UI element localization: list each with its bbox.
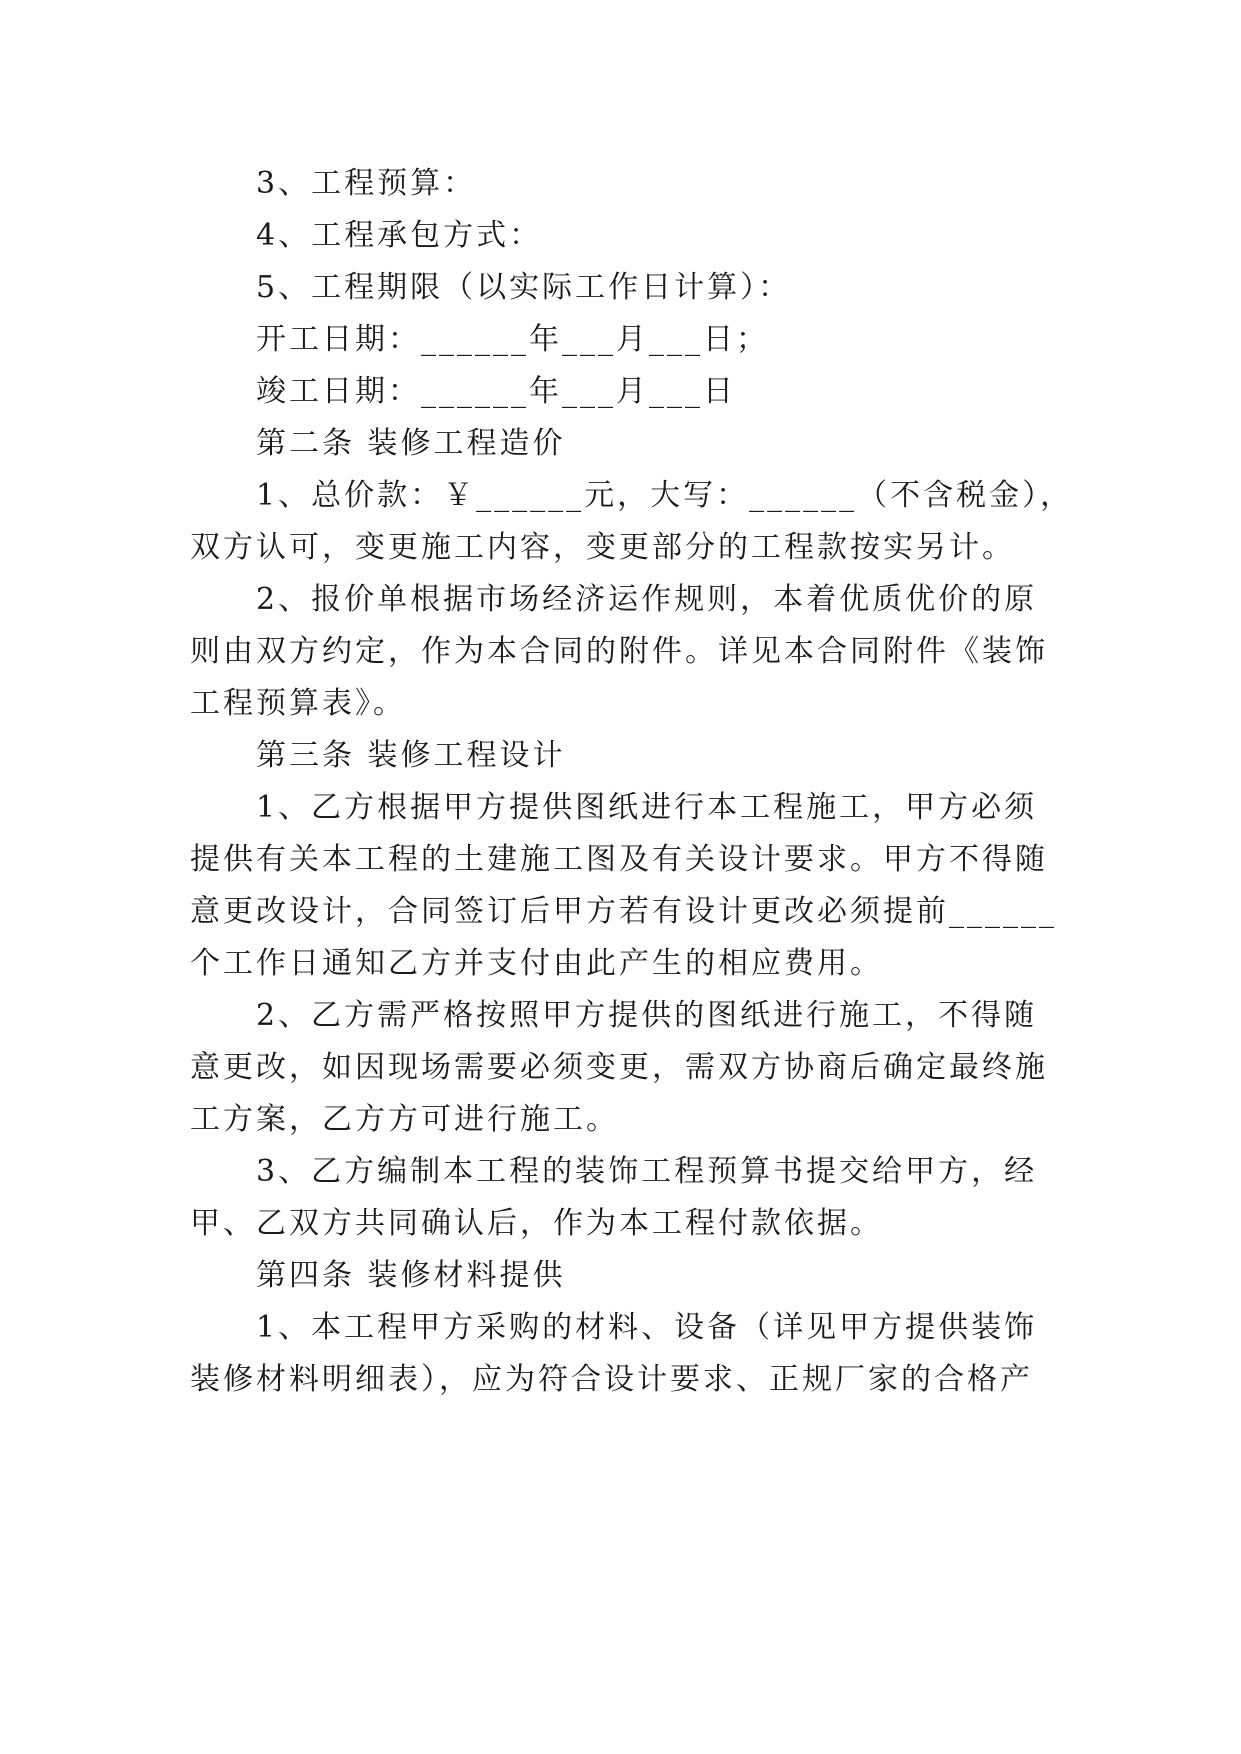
article-2-para-1-line-2: 双方认可，变更施工内容，变更部分的工程款按实另计。 bbox=[190, 530, 1015, 565]
article-3-para-2-line-2: 意更改，如因现场需要必须变更，需双方协商后确定最终施 bbox=[190, 1050, 1048, 1085]
article-3-para-2-line-1: 2、乙方需严格按照甲方提供的图纸进行施工，不得随 bbox=[256, 998, 1038, 1033]
item-5-duration: 5、工程期限（以实际工作日计算）： bbox=[256, 270, 792, 305]
article-4-heading: 第四条 装修材料提供 bbox=[256, 1258, 566, 1293]
article-4-para-1-line-1: 1、本工程甲方采购的材料、设备（详见甲方提供装饰 bbox=[256, 1310, 1038, 1345]
item-3-budget: 3、工程预算： bbox=[256, 166, 477, 201]
article-3-para-3-line-2: 甲、乙双方共同确认后，作为本工程付款依据。 bbox=[190, 1206, 883, 1241]
article-2-para-2-line-1: 2、报价单根据市场经济运作规则，本着优质优价的原 bbox=[256, 582, 1038, 617]
completion-date-line: 竣工日期：______年___月___日 bbox=[256, 374, 736, 409]
article-3-heading: 第三条 装修工程设计 bbox=[256, 738, 566, 773]
article-4-para-1-line-2: 装修材料明细表），应为符合设计要求、正规厂家的合格产 bbox=[190, 1362, 1033, 1397]
article-2-para-2-line-3: 工程预算表》。 bbox=[190, 686, 406, 721]
article-3-para-3-line-1: 3、乙方编制本工程的装饰工程预算书提交给甲方，经 bbox=[256, 1154, 1038, 1189]
article-3-para-1-line-3: 意更改设计，合同签订后甲方若有设计更改必须提前______ bbox=[190, 894, 1057, 929]
item-4-contract-method: 4、工程承包方式： bbox=[256, 218, 543, 253]
article-2-para-1-line-1: 1、总价款：￥______元，大写：______（不含税金）， bbox=[256, 478, 1074, 513]
article-2-para-2-line-2: 则由双方约定，作为本合同的附件。详见本合同附件《装饰 bbox=[190, 634, 1048, 669]
article-2-heading: 第二条 装修工程造价 bbox=[256, 426, 566, 461]
start-date-line: 开工日期：______年___月___日； bbox=[256, 322, 769, 357]
article-3-para-2-line-3: 工方案，乙方方可进行施工。 bbox=[190, 1102, 619, 1137]
article-3-para-1-line-1: 1、乙方根据甲方提供图纸进行本工程施工，甲方必须 bbox=[256, 790, 1038, 825]
article-3-para-1-line-4: 个工作日通知乙方并支付由此产生的相应费用。 bbox=[190, 946, 883, 981]
article-3-para-1-line-2: 提供有关本工程的土建施工图及有关设计要求。甲方不得随 bbox=[190, 842, 1048, 877]
